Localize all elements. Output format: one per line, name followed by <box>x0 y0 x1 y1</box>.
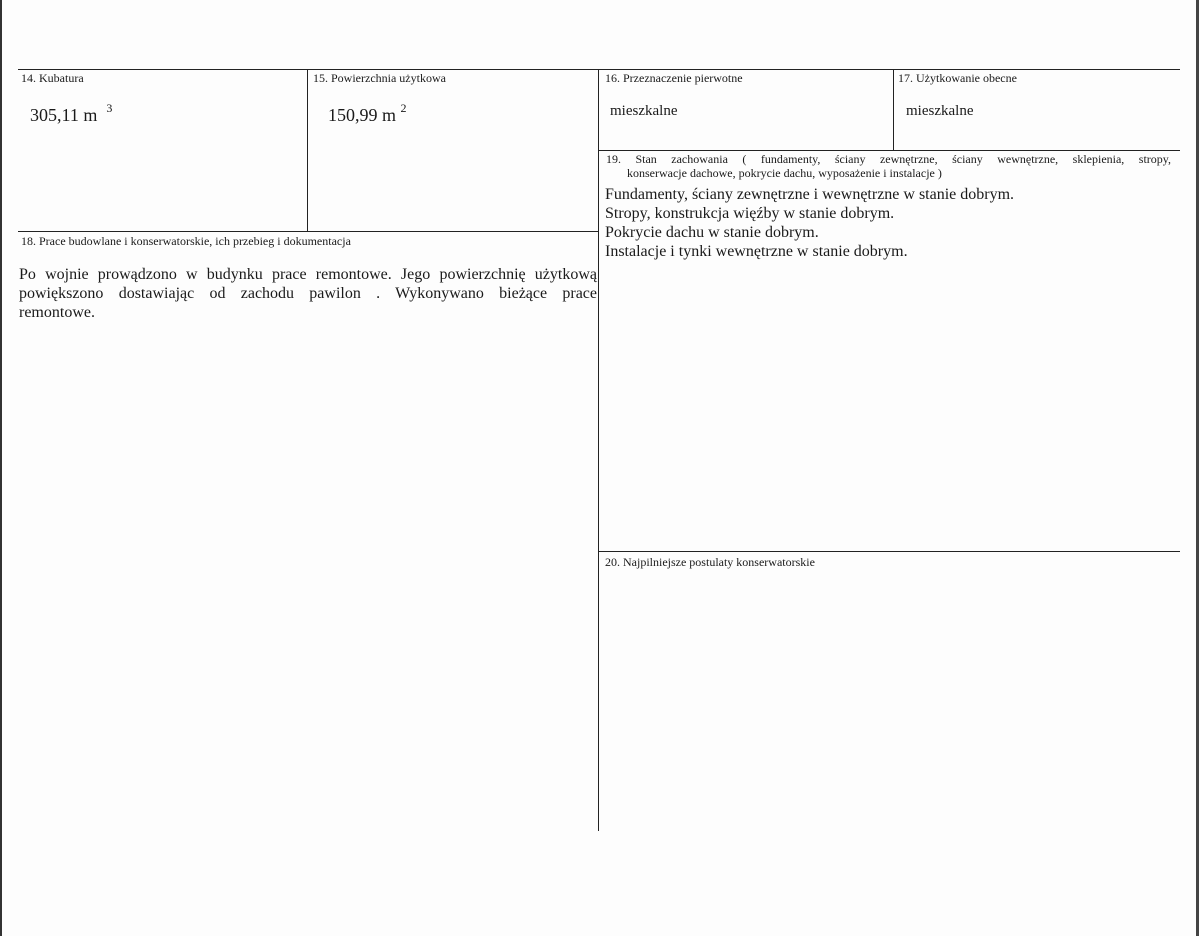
divider-16-17 <box>893 69 894 150</box>
field-18-text <box>19 265 597 322</box>
field-19-label-line2: konserwacje dachowe, pokrycie dachu, wyposażenie i instalacje ) <box>627 166 942 180</box>
divider-14-15 <box>307 69 308 231</box>
field-14-exponent: 3 <box>106 101 113 115</box>
field-17-label: 17. Użytkowanie obecne <box>898 71 1017 85</box>
field-19-line: Stropy, konstrukcja więźby w stanie dobrym. <box>605 205 895 222</box>
center-divider <box>598 69 599 831</box>
field-19-line: Fundamenty, ściany zewnętrzne i wewnętrzne w stanie dobrym. <box>605 186 1015 203</box>
field-16-value: mieszkalne <box>610 103 678 119</box>
field-18-line: Po wojnie prowądzono w budynku prace remontowe. Jego powierzchnię użytkową <box>19 266 597 283</box>
field-15-exponent: 2 <box>400 101 407 115</box>
field-18-line: remontowe. <box>19 304 95 321</box>
field-14-value: 305,11 m $^3$ <box>30 101 113 125</box>
field-19-line: Pokrycie dachu w stanie dobrym. <box>605 224 819 241</box>
field-18-label: 18. Prace budowlane i konserwatorskie, ich przebieg i dokumentacja <box>21 234 351 248</box>
field-15-label: 15. Powierzchnia użytkowa <box>313 71 446 85</box>
lower-rule-right <box>599 551 1180 552</box>
field-17-value: mieszkalne <box>906 103 974 119</box>
mid-rule-left <box>18 231 599 232</box>
field-19-text <box>605 185 1175 261</box>
field-19-line: Instalacje i tynki wewnętrzne w stanie dobrym. <box>605 243 908 260</box>
field-18-line: powiększono dostawiając od zachodu pawilon . Wykonywano bieżące prace <box>19 285 597 302</box>
field-16-label: 16. Przeznaczenie pierwotne <box>605 71 743 85</box>
page-edge-left <box>0 0 2 936</box>
field-20-label: 20. Najpilniejsze postulaty konserwatorskie <box>605 555 815 569</box>
field-14-label: 14. Kubatura <box>21 71 84 85</box>
mid-rule-right <box>599 150 1180 151</box>
field-15-value: 150,99 m $^2$ <box>328 101 407 125</box>
top-rule <box>18 69 1180 70</box>
field-19-label-line1: 19. Stan zachowania ( fundamenty, ściany zewnętrzne, ściany wewnętrzne, sklepienia, stropy, <box>606 152 1171 166</box>
